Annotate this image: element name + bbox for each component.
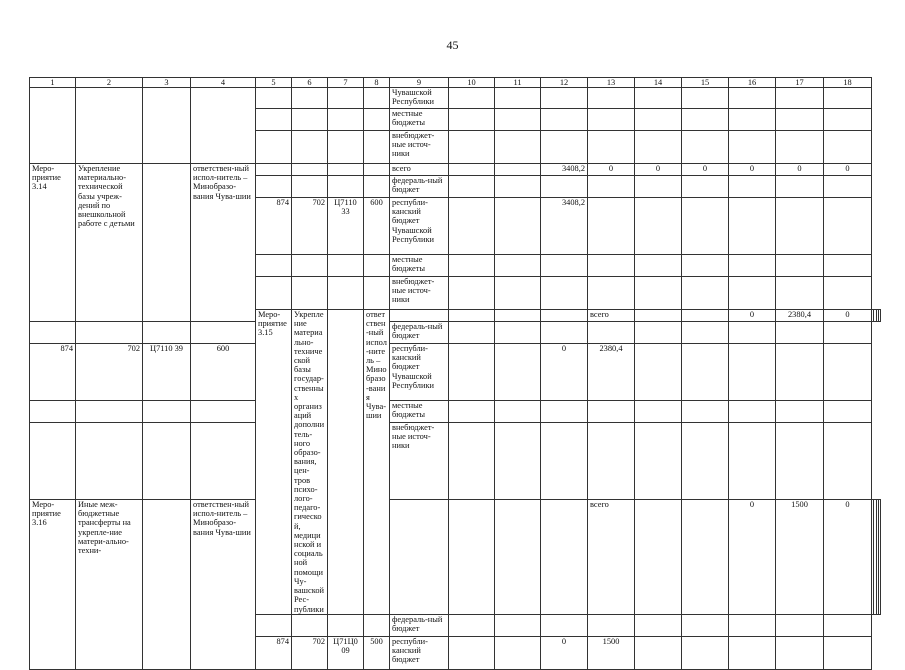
measure-name: Меро-приятие 3.16 — [30, 500, 76, 670]
source-label: республи-канский бюджет Чувашской Республики — [390, 198, 449, 255]
value-cell: 3408,2 — [541, 198, 588, 255]
value-cell: 0 — [824, 164, 872, 176]
value-cell: 2380,4 — [776, 310, 824, 322]
col-number: 16 — [729, 78, 776, 88]
source-label: федераль-ный бюджет — [390, 322, 449, 344]
table-row — [30, 344, 881, 401]
value-cell: 0 — [541, 344, 588, 401]
value-cell: 0 — [824, 310, 872, 322]
grbs-code: 874 — [256, 636, 292, 669]
grbs-code: 874 — [256, 198, 292, 255]
rzpr-code: 702 — [76, 344, 143, 401]
col-number: 7 — [328, 78, 364, 88]
col-number: 1 — [30, 78, 76, 88]
measure-title: Укрепление материально-технической базы государ-ственных организаций дополнитель-ного образо-вания, цен-тров психо-лого-педаго-гической, медицинской и социальной помощи Чу-вашской Рес-публики — [292, 310, 328, 615]
measure-executor: ответствен-ный испол-нитель – Минобразо-вания Чува-шии — [364, 310, 390, 615]
source-label: республи-канский бюджет — [390, 636, 449, 669]
source-label: внебюджет-ные источ-ники — [390, 277, 449, 310]
source-label: внебюджет-ные источ-ники — [390, 423, 449, 500]
source-label: всего — [588, 310, 635, 322]
measure-executor: ответствен-ный испол-нитель – Минобразо-вания Чува-шии — [191, 500, 256, 670]
table-row — [30, 401, 881, 423]
csr-code: Ц71Ц0 09 — [328, 636, 364, 669]
source-label: местные бюджеты — [390, 255, 449, 277]
source-label: всего — [588, 500, 635, 615]
value-cell: 1500 — [588, 636, 635, 669]
source-label: федераль-ный бюджет — [390, 176, 449, 198]
value-cell: 0 — [635, 164, 682, 176]
vr-code: 500 — [364, 636, 390, 669]
column-number-row — [30, 78, 881, 88]
measure-name: Меро-приятие 3.15 — [256, 310, 292, 615]
value-cell — [878, 500, 880, 615]
value-cell: 1500 — [776, 500, 824, 615]
value-cell: 0 — [824, 500, 872, 615]
value-cell — [878, 310, 880, 322]
col-number: 11 — [495, 78, 541, 88]
source-label: всего — [390, 164, 449, 176]
source-label: федераль-ный бюджет — [390, 614, 449, 636]
col-number: 15 — [682, 78, 729, 88]
csr-code: Ц7110 33 — [328, 198, 364, 255]
col-number: 8 — [364, 78, 390, 88]
measure-title: Укрепление материально-технической базы учреж-дений по внешкольной работе с детьми — [76, 164, 143, 322]
value-cell: 0 — [682, 164, 729, 176]
table-row — [30, 500, 881, 615]
source-label: республи-канский бюджет Чувашской Республики — [390, 344, 449, 401]
grbs-code: 874 — [30, 344, 76, 401]
value-cell: 0 — [588, 164, 635, 176]
rzpr-code: 702 — [292, 198, 328, 255]
financing-table — [29, 77, 881, 670]
value-cell — [588, 198, 635, 255]
measure-name: Меро-приятие 3.14 — [30, 164, 76, 322]
source-label: местные бюджеты — [390, 401, 449, 423]
rzpr-code: 702 — [292, 636, 328, 669]
page-number: 45 — [446, 38, 459, 52]
vr-code: 600 — [364, 198, 390, 255]
value-cell: 0 — [729, 164, 776, 176]
value-cell: 0 — [541, 636, 588, 669]
table-row — [30, 322, 881, 344]
table-row — [30, 88, 881, 109]
col-number: 6 — [292, 78, 328, 88]
value-cell: 0 — [729, 310, 776, 322]
col-number: 12 — [541, 78, 588, 88]
table-row — [30, 164, 881, 176]
source-label: Чувашской Республики — [390, 88, 449, 109]
col-number: 18 — [824, 78, 872, 88]
col-number: 5 — [256, 78, 292, 88]
col-number: 3 — [143, 78, 191, 88]
col-number: 10 — [449, 78, 495, 88]
col-number: 2 — [76, 78, 143, 88]
value-cell: 0 — [776, 164, 824, 176]
col-number: 13 — [588, 78, 635, 88]
table-row — [30, 423, 881, 500]
col-number: 4 — [191, 78, 256, 88]
vr-code: 600 — [191, 344, 256, 401]
csr-code: Ц7110 39 — [143, 344, 191, 401]
col-number: 9 — [390, 78, 449, 88]
measure-title: Иные меж-бюджетные трансферты на укрепле-ние матери-ально-техни- — [76, 500, 143, 670]
source-label: местные бюджеты — [390, 109, 449, 131]
value-cell: 0 — [729, 500, 776, 615]
value-cell: 3408,2 — [541, 164, 588, 176]
measure-executor: ответствен-ный испол-нитель – Минобразо-вания Чува-шии — [191, 164, 256, 322]
value-cell: 2380,4 — [588, 344, 635, 401]
source-label: внебюджет-ные источ-ники — [390, 131, 449, 164]
col-number: 14 — [635, 78, 682, 88]
col-number: 17 — [776, 78, 824, 88]
